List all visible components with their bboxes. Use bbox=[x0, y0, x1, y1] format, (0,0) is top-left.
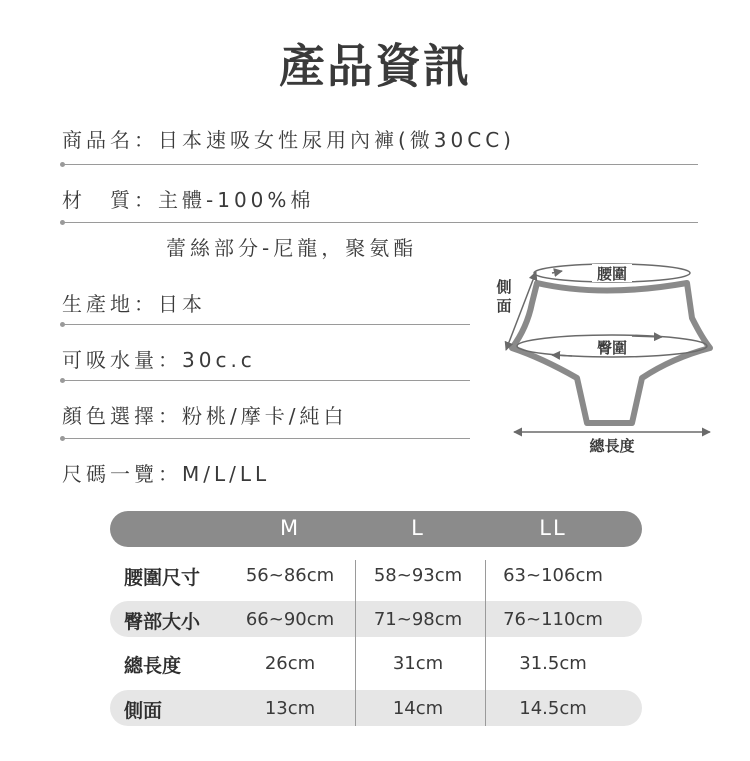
cell-ll: 14.5cm bbox=[519, 698, 587, 719]
size-diagram bbox=[492, 258, 714, 458]
info-origin bbox=[62, 288, 206, 317]
info-origin-label: 生產地： bbox=[62, 292, 158, 316]
info-name-value: 日本速吸女性尿用內褲(微30CC) bbox=[158, 128, 515, 152]
info-name-label: 商品名： bbox=[62, 128, 158, 152]
info-sizes-value: M/L/LL bbox=[182, 462, 271, 486]
info-origin-value: 日本 bbox=[158, 292, 206, 316]
side-label-2: 面 bbox=[496, 297, 512, 315]
info-sizes-label: 尺碼一覽： bbox=[62, 462, 182, 486]
row-label: 總長度 bbox=[124, 655, 182, 677]
info-material-extra bbox=[166, 232, 417, 261]
length-label: 總長度 bbox=[589, 437, 635, 455]
info-absorb-label: 可吸水量： bbox=[62, 348, 182, 372]
table-row bbox=[110, 601, 642, 637]
info-material-value: 主體-100%棉 bbox=[158, 188, 315, 212]
waist-label: 腰圍 bbox=[596, 265, 628, 283]
header-l: L bbox=[411, 516, 425, 540]
cell-m: 66~90cm bbox=[245, 609, 335, 630]
info-material-label: 材 質： bbox=[62, 188, 158, 212]
cell-l: 71~98cm bbox=[373, 609, 463, 630]
info-absorb-value: 30c.c bbox=[182, 348, 256, 372]
page-title: 產品資訊 bbox=[279, 39, 471, 93]
row-label: 臀部大小 bbox=[124, 611, 201, 633]
info-name bbox=[62, 124, 515, 153]
header-m: M bbox=[279, 516, 301, 540]
cell-l: 31cm bbox=[392, 653, 444, 674]
divider-line bbox=[62, 324, 470, 325]
cell-l: 14cm bbox=[392, 698, 444, 719]
cell-ll: 31.5cm bbox=[519, 653, 587, 674]
divider-line bbox=[62, 164, 698, 165]
hip-label: 臀圍 bbox=[596, 339, 628, 357]
info-absorb bbox=[62, 344, 256, 373]
info-color-label: 顏色選擇： bbox=[62, 404, 182, 428]
side-label-1: 側 bbox=[496, 278, 512, 296]
cell-m: 26cm bbox=[264, 653, 316, 674]
size-table-header bbox=[110, 511, 642, 547]
table-row bbox=[110, 645, 642, 681]
divider-line bbox=[62, 222, 698, 223]
info-color-value: 粉桃/摩卡/純白 bbox=[182, 404, 348, 428]
table-row bbox=[110, 690, 642, 726]
cell-l: 58~93cm bbox=[373, 565, 463, 586]
divider-line bbox=[62, 380, 470, 381]
info-color bbox=[62, 400, 347, 429]
row-label: 腰圍尺寸 bbox=[124, 567, 201, 589]
row-label: 側面 bbox=[124, 700, 163, 722]
divider-line bbox=[62, 438, 470, 439]
cell-ll: 76~110cm bbox=[503, 609, 603, 630]
info-material bbox=[62, 184, 314, 213]
table-row bbox=[110, 557, 642, 593]
header-ll: LL bbox=[539, 516, 567, 540]
column-separator bbox=[485, 560, 486, 726]
info-sizes bbox=[62, 458, 270, 487]
info-material-value-2: 蕾絲部分-尼龍，聚氨酯 bbox=[166, 236, 418, 260]
cell-m: 56~86cm bbox=[245, 565, 335, 586]
cell-m: 13cm bbox=[264, 698, 316, 719]
cell-ll: 63~106cm bbox=[503, 565, 603, 586]
column-separator bbox=[355, 560, 356, 726]
